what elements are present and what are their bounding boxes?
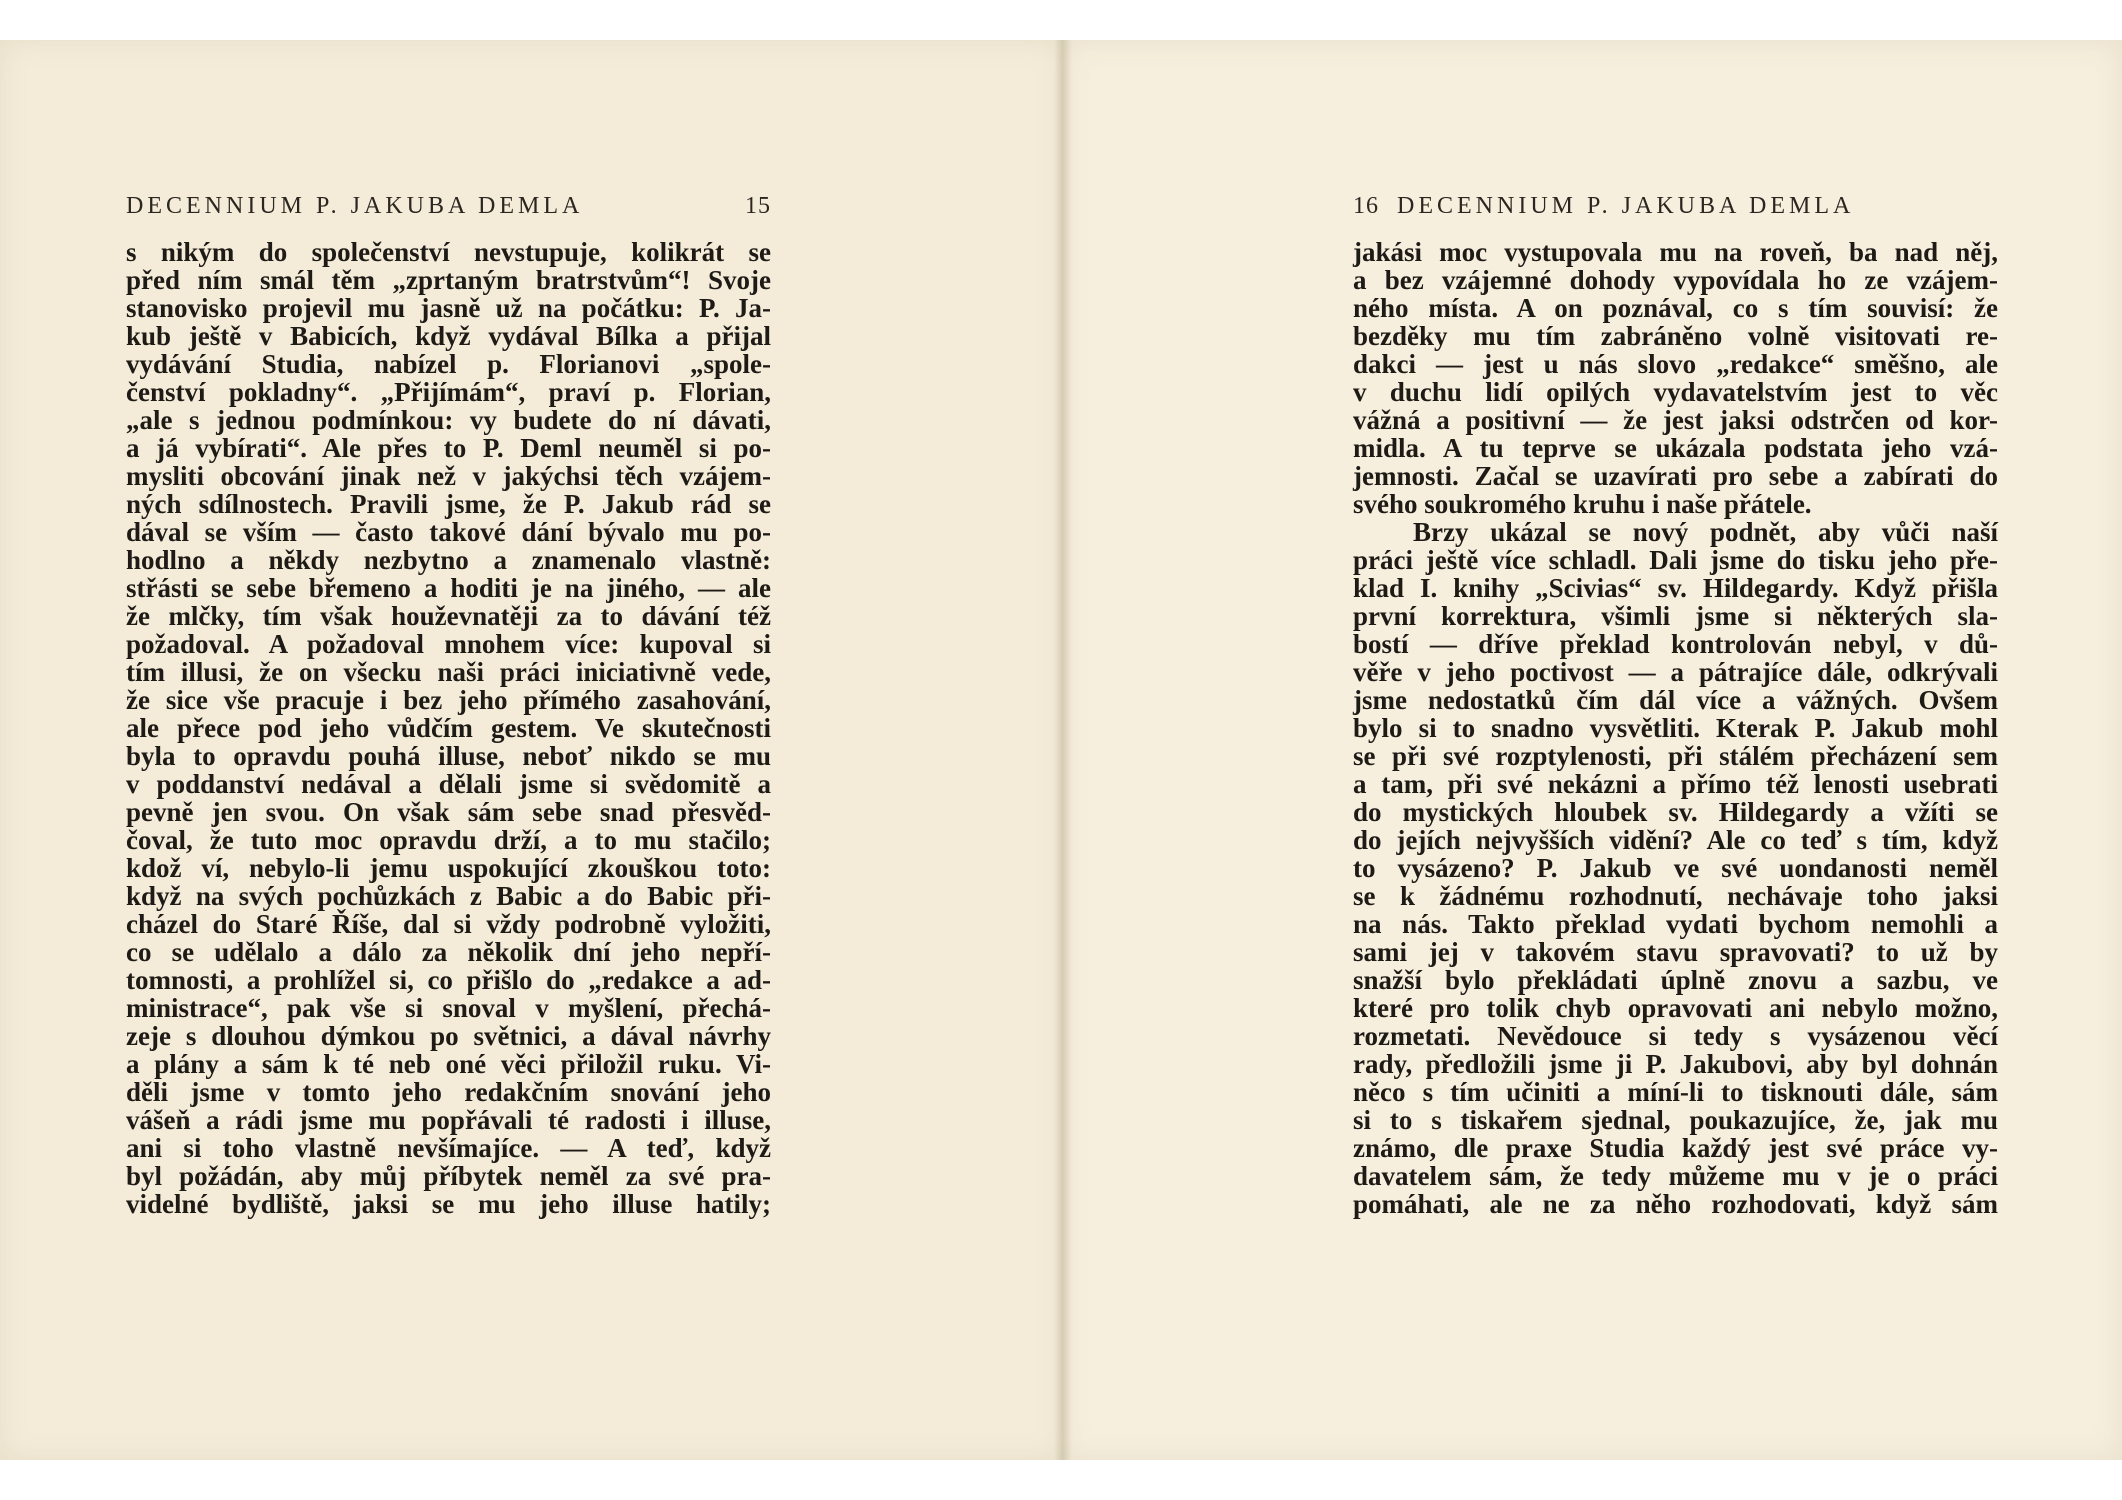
right-running-head-title: DECENNIUM P. JAKUBA DEMLA xyxy=(1397,193,1855,219)
text-line: známo, dle praxe Studia každý jest své práce vy- xyxy=(1353,1133,1998,1163)
text-line: a tam, při své nekázni a přímo též lenosti usebrati xyxy=(1353,769,1998,799)
left-page xyxy=(0,40,1063,1460)
text-line: čoval, že tuto moc opravdu drží, a to mu stačilo; xyxy=(126,825,771,855)
text-line: ani si toho vlastně nevšímajíce. — A teď, když xyxy=(126,1133,771,1163)
text-line: do mystických hloubek sv. Hildegardy a vžíti se xyxy=(1353,797,1998,827)
text-line: kub ještě v Babicích, když vydával Bílka a přijal xyxy=(126,321,771,351)
right-page-number: 16 xyxy=(1353,193,1379,219)
text-line: videlné bydliště, jaksi se mu jeho illuse hatily; xyxy=(126,1189,771,1219)
text-line: do jejích nejvyšších vidění? Ale co teď s tím, když xyxy=(1353,825,1998,855)
text-line: že sice vše pracuje i bez jeho přímého zasahování, xyxy=(126,685,771,715)
text-line: před ním smál těm „zprtaným bratrstvům“! Svoje xyxy=(126,265,771,295)
text-line: cházel do Staré Říše, dal si vždy podrobně vyložiti, xyxy=(126,909,771,939)
text-line: čenství pokladny“. „Přijímám“, praví p. Florian, xyxy=(126,377,771,407)
text-line: ných sdílnostech. Pravili jsme, že P. Jakub rád se xyxy=(126,489,771,519)
text-line: na nás. Takto překlad vydati bychom nemohli a xyxy=(1353,909,1998,939)
text-line: ale přece pod jeho vůdčím gestem. Ve skutečnosti xyxy=(126,713,771,743)
text-line: klad I. knihy „Scivias“ sv. Hildegardy. Když přišla xyxy=(1353,573,1998,603)
text-line: děli jsme v tomto jeho redakčním snování jeho xyxy=(126,1077,771,1107)
text-line: a bez vzájemné dohody vypovídala ho ze vzájem- xyxy=(1353,265,1998,295)
text-line: se při své rozptylenosti, při stálém přecházení sem xyxy=(1353,741,1998,771)
text-line: byla to opravdu pouhá illuse, neboť nikdo se mu xyxy=(126,741,771,771)
text-line: bezděky mu tím zabráněno volně visitovati re- xyxy=(1353,321,1998,351)
text-line: ministrace“, pak vše si snoval v myšlení, přechá- xyxy=(126,993,771,1023)
text-line: a plány a sám k té neb oné věci přiložil ruku. Vi- xyxy=(126,1049,771,1079)
text-line: tím illusi, že on všecku naši práci iniciativně vede, xyxy=(126,657,771,687)
text-line: jsme nedostatků čím dál více a vážných. Ovšem xyxy=(1353,685,1998,715)
text-line: stanovisko projevil mu jasně už na počátku: P. Ja- xyxy=(126,293,771,323)
left-body-text xyxy=(126,238,771,1218)
text-line: zeje s dlouhou dýmkou po světnici, a dával návrhy xyxy=(126,1021,771,1051)
text-line: něco s tím učiniti a míní-li to tisknouti dále, sám xyxy=(1353,1077,1998,1107)
right-body-text xyxy=(1353,238,1998,1218)
text-line: jakási moc vystupovala mu na roveň, ba nad něj, xyxy=(1353,237,1998,267)
text-line: pomáhati, ale ne za něho rozhodovati, když sám xyxy=(1353,1189,1998,1219)
text-line: když na svých pochůzkách z Babic a do Babic při- xyxy=(126,881,771,911)
text-line: práci ještě více schladl. Dali jsme do tisku jeho pře- xyxy=(1353,545,1998,575)
text-line: požadoval. A požadoval mnohem více: kupoval si xyxy=(126,629,771,659)
text-line: střásti se sebe břemeno a hoditi je na jiného, — ale xyxy=(126,573,771,603)
text-line: věře v jeho poctivost — a pátrajíce dále, odkrývali xyxy=(1353,657,1998,687)
text-line: vášeň a rádi jsme mu popřávali té radosti i illuse, xyxy=(126,1105,771,1135)
text-line: Brzy ukázal se nový podnět, aby vůči naší xyxy=(1413,517,1998,547)
text-line: bylo si to snadno vysvětliti. Kterak P. Jakub mohl xyxy=(1353,713,1998,743)
text-line: vážná a positivní — že jest jaksi odstrčen od kor- xyxy=(1353,405,1998,435)
text-line: jemnosti. Začal se uzavírati pro sebe a zabírati do xyxy=(1353,461,1998,491)
text-line: si to s tiskařem sjednal, poukazujíce, že, jak mu xyxy=(1353,1105,1998,1135)
text-line: v poddanství nedával a dělali jsme si svědomitě a xyxy=(126,769,771,799)
text-line: davatelem sám, že tedy můžeme mu v je o práci xyxy=(1353,1161,1998,1191)
text-line: s nikým do společenství nevstupuje, kolikrát se xyxy=(126,237,771,267)
right-running-head xyxy=(1353,193,1854,220)
text-line: kdož ví, nebylo-li jemu uspokující zkouškou toto: xyxy=(126,853,771,883)
text-line: vydávání Studia, nabízel p. Florianovi „spole- xyxy=(126,349,771,379)
text-line: svého soukromého kruhu i naše přátele. xyxy=(1353,489,1812,519)
text-line: sami jej v takovém stavu spravovati? to už by xyxy=(1353,937,1998,967)
text-line: midla. A tu teprve se ukázala podstata jeho vzá- xyxy=(1353,433,1998,463)
text-line: dával se vším — často takové dání bývalo mu po- xyxy=(126,517,771,547)
text-line: v duchu lidí opilých vydavatelstvím jest to věc xyxy=(1353,377,1998,407)
right-page xyxy=(1063,40,2122,1460)
text-line: snažší bylo překládati úplně znovu a sazbu, ve xyxy=(1353,965,1998,995)
text-line: bostí — dříve překlad kontrolován nebyl, v dů- xyxy=(1353,629,1998,659)
text-line: dakci — jest u nás slovo „redakce“ směšno, ale xyxy=(1353,349,1998,379)
text-line: které pro tolik chyb opravovati ani nebylo možno, xyxy=(1353,993,1998,1023)
left-running-head-title: DECENNIUM P. JAKUBA DEMLA xyxy=(126,193,584,219)
left-page-number: 15 xyxy=(745,193,771,219)
text-line: rozmetati. Nevědouce si tedy s vysázenou věcí xyxy=(1353,1021,1998,1051)
text-line: mysliti obcování jinak než v jakýchsi těch vzájem- xyxy=(126,461,771,491)
text-line: že mlčky, tím však houževnatěji za to dávání též xyxy=(126,601,771,631)
text-line: byl požádán, aby můj příbytek neměl za své pra- xyxy=(126,1161,771,1191)
text-line: a já vybírati“. Ale přes to P. Deml neuměl si po- xyxy=(126,433,771,463)
text-line: první korrektura, všimli jsme si některých sla- xyxy=(1353,601,1998,631)
text-line: se k žádnému rozhodnutí, nechávaje toho jaksi xyxy=(1353,881,1998,911)
book-gutter xyxy=(1054,40,1072,1460)
text-line: „ale s jednou podmínkou: vy budete do ní dávati, xyxy=(126,405,771,435)
text-line: rady, předložili jsme ji P. Jakubovi, aby byl dohnán xyxy=(1353,1049,1998,1079)
text-line: co se udělalo a dálo za několik dní jeho nepří- xyxy=(126,937,771,967)
left-running-head xyxy=(126,193,771,220)
text-line: to vysázeno? P. Jakub ve své uondanosti neměl xyxy=(1353,853,1998,883)
text-line: ného místa. A on poznával, co s tím souvisí: že xyxy=(1353,293,1998,323)
text-line: tomnosti, a prohlížel si, co přišlo do „redakce a ad- xyxy=(126,965,771,995)
text-line: pevně jen svou. On však sám sebe snad přesvěd- xyxy=(126,797,771,827)
text-line: hodlno a někdy nezbytno a znamenalo vlastně: xyxy=(126,545,771,575)
